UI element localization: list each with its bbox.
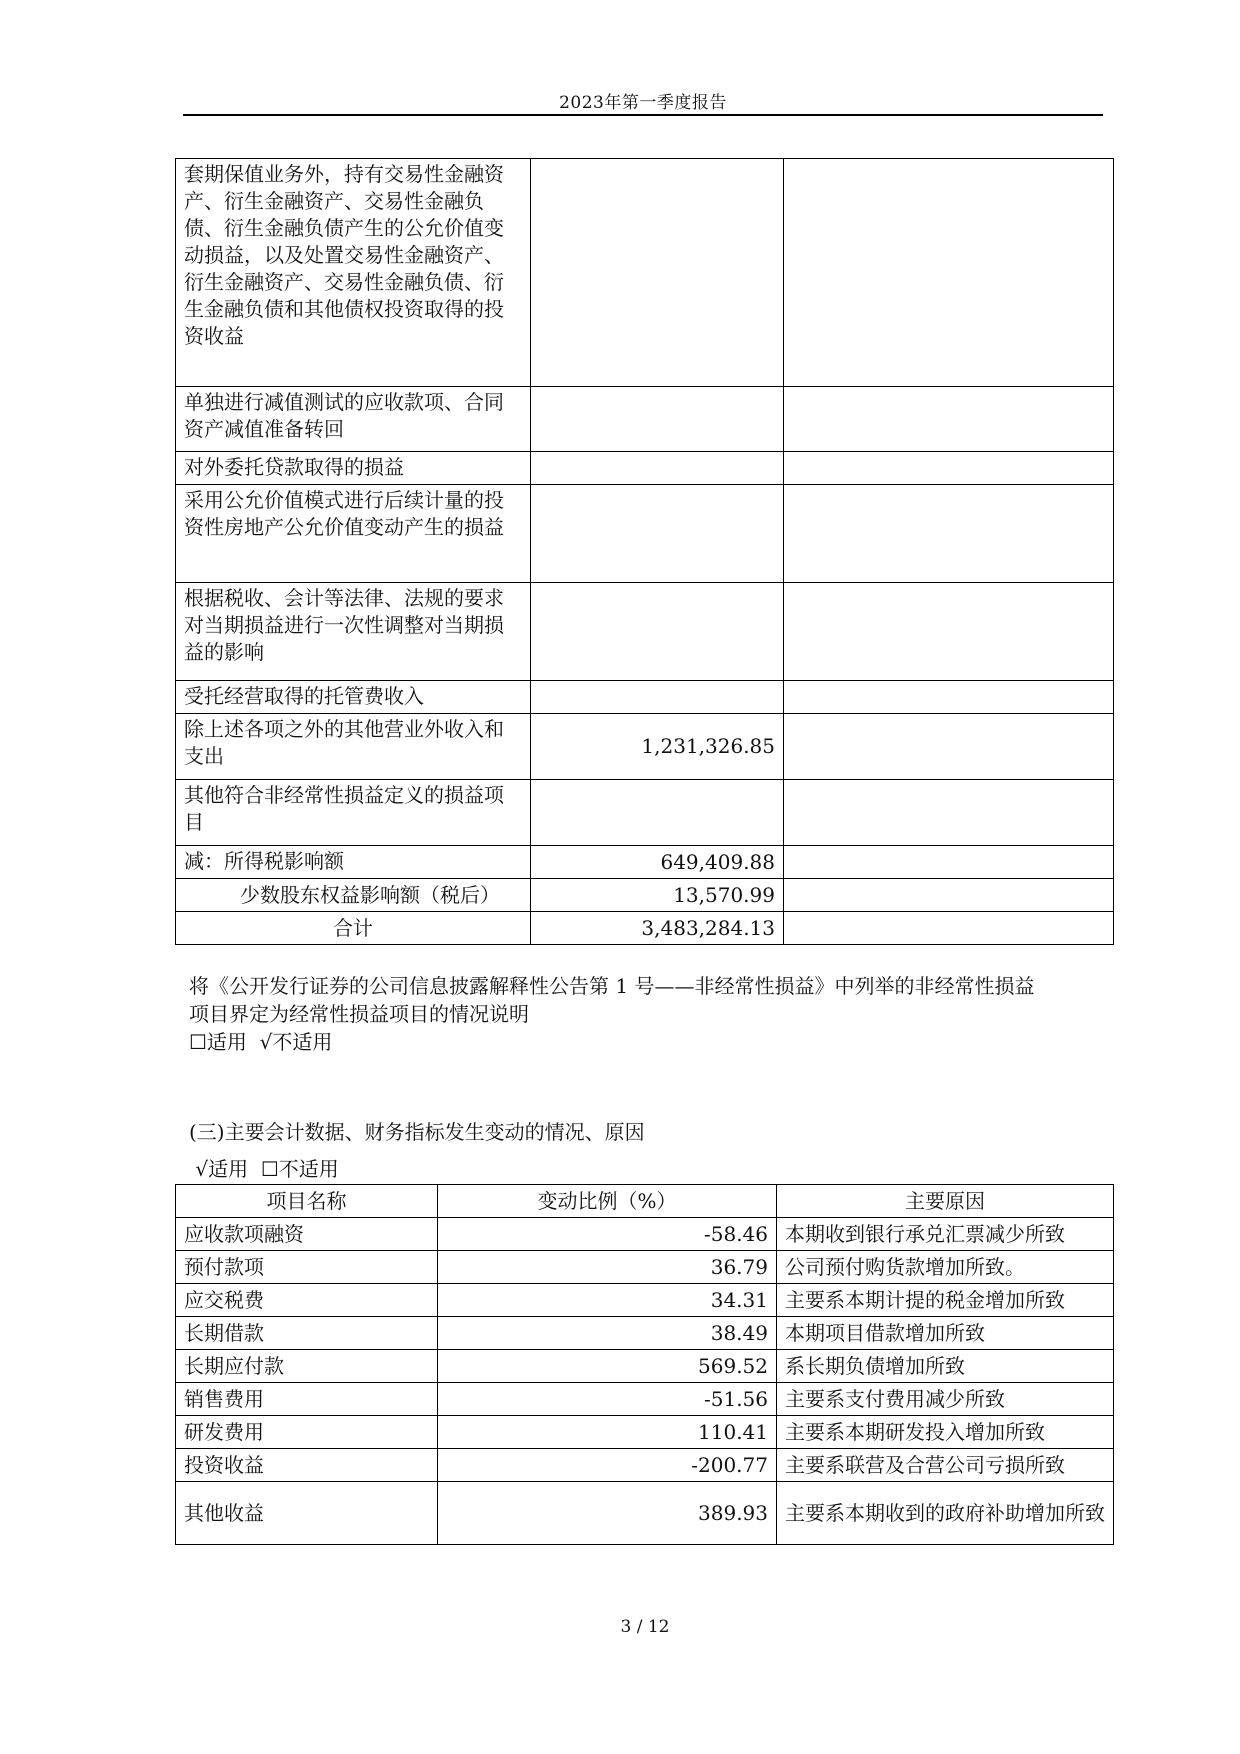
total-amount: 3,483,284.13	[531, 912, 784, 945]
item-label: 少数股东权益影响额（税后）	[176, 879, 531, 912]
item-name: 投资收益	[176, 1449, 438, 1482]
change-reason: 本期项目借款增加所致	[777, 1317, 1114, 1350]
table-row	[176, 1317, 1114, 1350]
column-header: 主要原因	[777, 1185, 1114, 1218]
item-note	[784, 912, 1114, 945]
column-header: 变动比例（%）	[438, 1185, 777, 1218]
change-ratio: -200.77	[438, 1449, 777, 1482]
table-row	[176, 714, 1114, 780]
item-amount: 649,409.88	[531, 846, 784, 879]
table-row	[176, 1383, 1114, 1416]
table-row	[176, 452, 1114, 485]
statement-line-1: 将《公开发行证券的公司信息披露解释性公告第 1 号——非经常性损益》中列举的非经常性损益	[189, 974, 1035, 998]
item-amount	[531, 780, 784, 846]
table-row	[176, 1482, 1114, 1545]
item-name: 应交税费	[176, 1284, 438, 1317]
change-reason: 主要系本期计提的税金增加所致	[777, 1284, 1114, 1317]
change-reason: 主要系本期收到的政府补助增加所致	[777, 1482, 1114, 1545]
item-amount	[531, 583, 784, 681]
change-ratio: -58.46	[438, 1218, 777, 1251]
total-row	[176, 912, 1114, 945]
item-name: 应收款项融资	[176, 1218, 438, 1251]
statement-line-2: 项目界定为经常性损益项目的情况说明	[189, 1002, 529, 1026]
page-header: 2023年第一季度报告	[559, 93, 727, 113]
item-name: 销售费用	[176, 1383, 438, 1416]
page-number: 3 / 12	[620, 1617, 670, 1637]
section-title: (三)主要会计数据、财务指标发生变动的情况、原因	[189, 1120, 645, 1144]
table-row	[176, 1218, 1114, 1251]
item-label: 受托经营取得的托管费收入	[176, 681, 531, 714]
item-label: 采用公允价值模式进行后续计量的投资性房地产公允价值变动产生的损益	[176, 485, 531, 583]
item-amount: 13,570.99	[531, 879, 784, 912]
item-note	[784, 846, 1114, 879]
change-reason: 本期收到银行承兑汇票减少所致	[777, 1218, 1114, 1251]
change-reason: 主要系支付费用减少所致	[777, 1383, 1114, 1416]
item-name: 研发费用	[176, 1416, 438, 1449]
item-label: 其他符合非经常性损益定义的损益项目	[176, 780, 531, 846]
change-ratio: 569.52	[438, 1350, 777, 1383]
change-ratio: 36.79	[438, 1251, 777, 1284]
item-note	[784, 714, 1114, 780]
header-rule	[183, 114, 1103, 116]
item-note	[784, 583, 1114, 681]
item-amount: 1,231,326.85	[531, 714, 784, 780]
column-header: 项目名称	[176, 1185, 438, 1218]
change-reason: 主要系本期研发投入增加所致	[777, 1416, 1114, 1449]
change-ratio: 34.31	[438, 1284, 777, 1317]
table-row	[176, 387, 1114, 452]
change-ratio: 38.49	[438, 1317, 777, 1350]
change-ratio: 389.93	[438, 1482, 777, 1545]
table-header-row	[176, 1185, 1114, 1218]
table-row	[176, 159, 1114, 387]
table-row	[176, 879, 1114, 912]
item-note	[784, 452, 1114, 485]
table-row	[176, 1416, 1114, 1449]
item-label: 除上述各项之外的其他营业外收入和支出	[176, 714, 531, 780]
item-label: 根据税收、会计等法律、法规的要求对当期损益进行一次性调整对当期损益的影响	[176, 583, 531, 681]
item-note	[784, 879, 1114, 912]
change-ratio: -51.56	[438, 1383, 777, 1416]
change-reason: 公司预付购货款增加所致。	[777, 1251, 1114, 1284]
item-note	[784, 159, 1114, 387]
item-label: 减：所得税影响额	[176, 846, 531, 879]
table-row	[176, 1449, 1114, 1482]
change-reason: 系长期负债增加所致	[777, 1350, 1114, 1383]
item-amount	[531, 485, 784, 583]
section-options: √适用 ☐不适用	[189, 1157, 339, 1181]
item-note	[784, 387, 1114, 452]
item-note	[784, 681, 1114, 714]
non-recurring-items-table	[175, 158, 1114, 945]
item-note	[784, 485, 1114, 583]
item-name: 长期借款	[176, 1317, 438, 1350]
item-amount	[531, 159, 784, 387]
table-row	[176, 846, 1114, 879]
statement-options: ☐适用 √不适用	[189, 1030, 333, 1054]
table-row	[176, 780, 1114, 846]
change-reasons-table	[175, 1184, 1114, 1545]
change-reason: 主要系联营及合营公司亏损所致	[777, 1449, 1114, 1482]
item-amount	[531, 681, 784, 714]
item-label: 单独进行减值测试的应收款项、合同资产减值准备转回	[176, 387, 531, 452]
item-label: 对外委托贷款取得的损益	[176, 452, 531, 485]
item-name: 长期应付款	[176, 1350, 438, 1383]
table-row	[176, 485, 1114, 583]
table-row	[176, 1251, 1114, 1284]
table-row	[176, 583, 1114, 681]
item-name: 其他收益	[176, 1482, 438, 1545]
table-row	[176, 1284, 1114, 1317]
item-note	[784, 780, 1114, 846]
table-row	[176, 681, 1114, 714]
item-name: 预付款项	[176, 1251, 438, 1284]
item-amount	[531, 387, 784, 452]
total-label: 合计	[176, 912, 531, 945]
item-label: 套期保值业务外，持有交易性金融资产、衍生金融资产、交易性金融负债、衍生金融负债产生的公允价值变动损益，以及处置交易性金融资产、衍生金融资产、交易性金融负债、衍生金融负债和其他债权投资取得的投资收益	[176, 159, 531, 387]
change-ratio: 110.41	[438, 1416, 777, 1449]
table-row	[176, 1350, 1114, 1383]
item-amount	[531, 452, 784, 485]
